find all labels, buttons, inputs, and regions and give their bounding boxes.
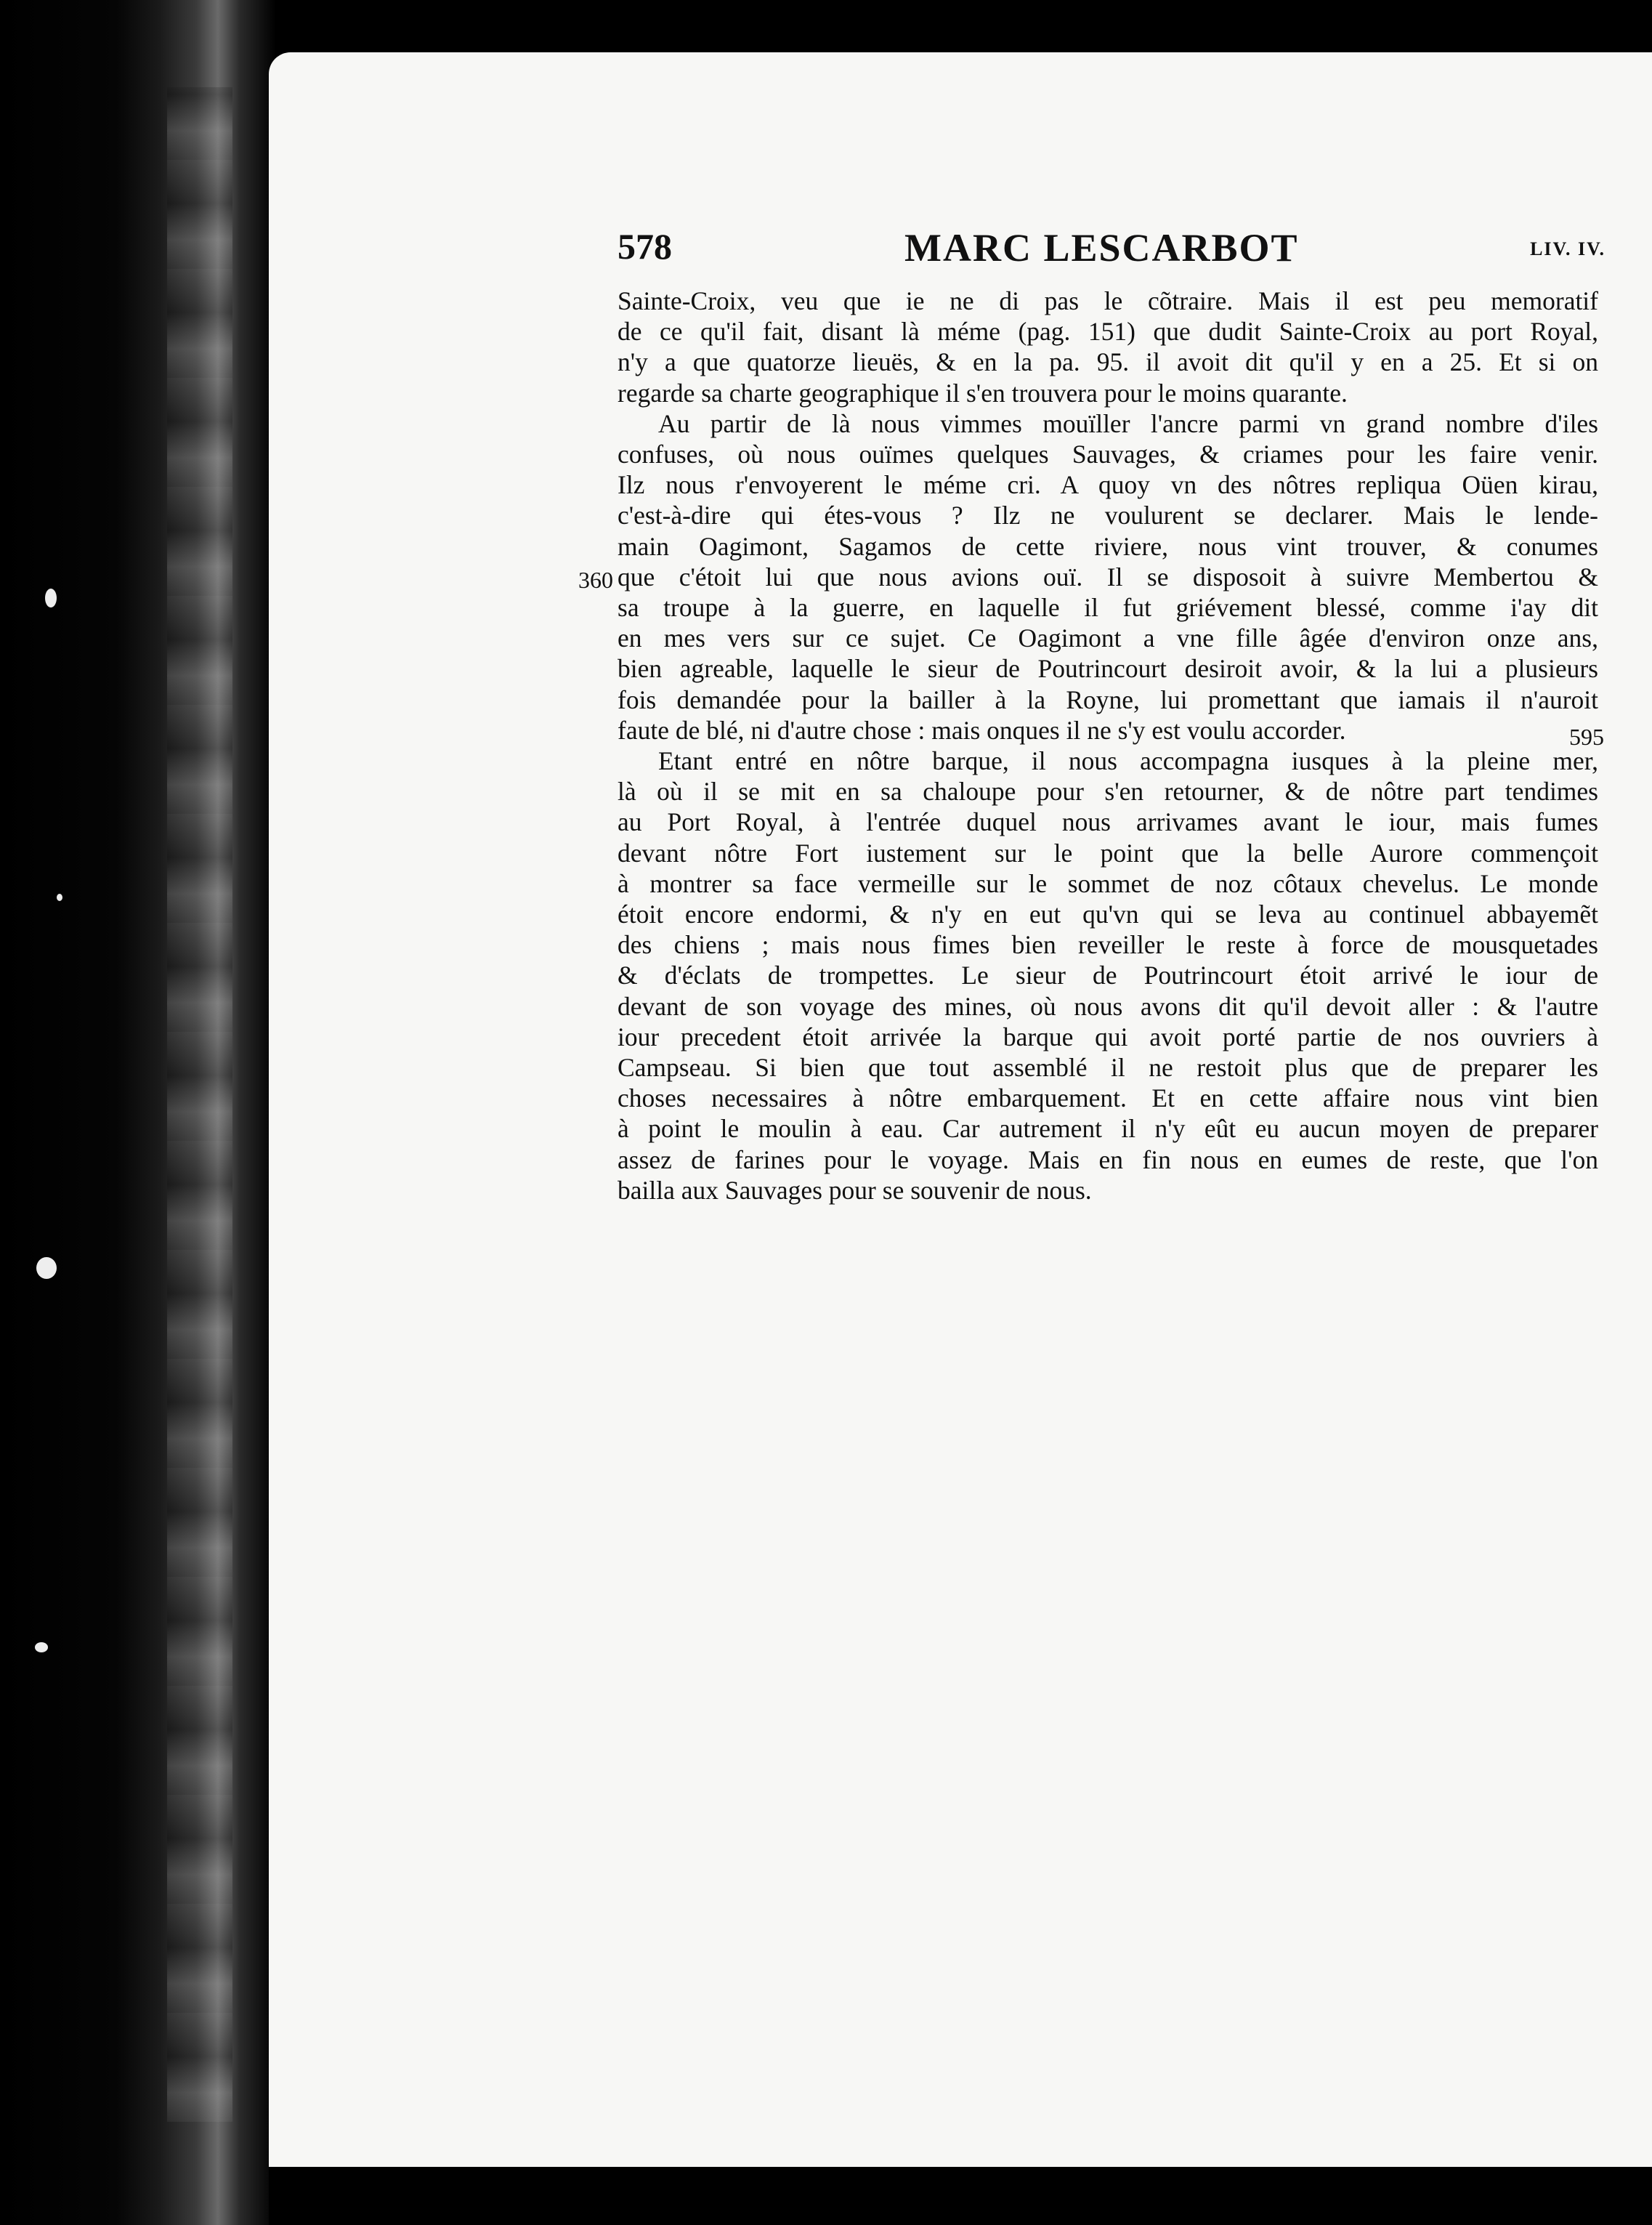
text-line: Etant entré en nôtre barque, il nous accompagna iusques à la pleine mer,	[658, 746, 1598, 776]
text-line: Ilz nous r'envoyerent le méme cri. A quoy vn des nôtres repliqua Oüen kirau,	[618, 470, 1598, 500]
text-line: fois demandée pour la bailler à la Royne, lui promettant que iamais il n'auroit	[618, 685, 1598, 714]
margin-line-number: 360	[578, 567, 613, 593]
text-line: regarde sa charte geographique il s'en trouvera pour le moins quarante.	[618, 378, 1348, 408]
margin-line-number: 595	[1569, 724, 1604, 750]
edge-mark	[57, 894, 62, 901]
text-line: devant nôtre Fort iustement sur le point que la belle Aurore commençoit	[618, 838, 1598, 868]
text-line: des chiens ; mais nous fimes bien reveiller le reste à force de mousquetades	[618, 930, 1598, 960]
text-line: assez de farines pour le voyage. Mais en fin nous en eumes de reste, que l'on	[618, 1144, 1598, 1174]
edge-mark	[35, 1642, 48, 1652]
text-line: Campseau. Si bien que tout assemblé il ne restoit plus que de preparer les	[618, 1053, 1598, 1083]
page-header	[618, 225, 1606, 269]
text-line: à point le moulin à eau. Car autrement il n'y eût eu aucun moyen de preparer	[618, 1114, 1598, 1144]
page-number: 578	[618, 226, 672, 267]
text-line: en mes vers sur ce sujet. Ce Oagimont a vne fille âgée d'environ onze ans,	[618, 623, 1598, 653]
text-line: main Oagimont, Sagamos de cette riviere, nous vint trouver, & conumes	[618, 531, 1598, 561]
text-line: bailla aux Sauvages pour se souvenir de nous.	[618, 1175, 1092, 1205]
section-label: LIV. IV.	[1530, 238, 1606, 259]
edge-mark	[45, 589, 57, 607]
text-line: sa troupe à la guerre, en laquelle il fut griévement blessé, comme i'ay dit	[618, 593, 1598, 623]
text-line: iour precedent étoit arrivée la barque qui avoit porté partie de nos ouvriers à	[618, 1022, 1598, 1051]
scan-bottom-border	[269, 2167, 1652, 2225]
text-line: bien agreable, laquelle le sieur de Poutrincourt desiroit avoir, & la lui a plusieurs	[618, 654, 1598, 684]
text-line: Sainte-Croix, veu que ie ne di pas le cõtraire. Mais il est peu memoratif	[618, 286, 1598, 315]
text-line: confuses, où nous ouïmes quelques Sauvages, & criames pour les faire venir.	[618, 440, 1598, 469]
text-line: choses necessaires à nôtre embarquement. Et en cette affaire nous vint bien	[618, 1083, 1598, 1113]
text-line: & d'éclats de trompettes. Le sieur de Poutrincourt étoit arrivé le iour de	[618, 961, 1598, 990]
text-line: devant de son voyage des mines, où nous avons dit qu'il devoit aller : & l'autre	[618, 991, 1598, 1021]
text-line: n'y a que quatorze lieuës, & en la pa. 95. il avoit dit qu'il y en a 25. Et si on	[618, 347, 1598, 377]
text-line: étoit encore endormi, & n'y en eut qu'vn qui se leva au continuel abbayemẽt	[618, 900, 1598, 929]
book-edge	[0, 0, 305, 2225]
text-line: là où il se mit en sa chaloupe pour s'en retourner, & de nôtre part tendimes	[618, 777, 1598, 807]
text-line: c'est-à-dire qui étes-vous ? Ilz ne voulurent se declarer. Mais le lende-	[618, 501, 1598, 530]
edge-mark	[36, 1257, 57, 1279]
text-line: au Port Royal, à l'entrée duquel nous arrivames avant le iour, mais fumes	[618, 807, 1598, 837]
text-line: faute de blé, ni d'autre chose : mais onques il ne s'y est voulu accorder.	[618, 715, 1346, 745]
text-line: que c'étoit lui que nous avions ouï. Il se disposoit à suivre Membertou &	[618, 562, 1598, 591]
text-line: de ce qu'il fait, disant là méme (pag. 151) que dudit Sainte-Croix au port Royal,	[618, 317, 1598, 347]
body-text	[618, 286, 1598, 1206]
text-line: Au partir de là nous vimmes mouïller l'ancre parmi vn grand nombre d'iles	[658, 408, 1598, 438]
running-title: MARC LESCARBOT	[904, 226, 1299, 270]
book-edge-texture	[167, 87, 232, 2122]
text-line: à montrer sa face vermeille sur le sommet de noz côtaux chevelus. Le monde	[618, 868, 1598, 898]
